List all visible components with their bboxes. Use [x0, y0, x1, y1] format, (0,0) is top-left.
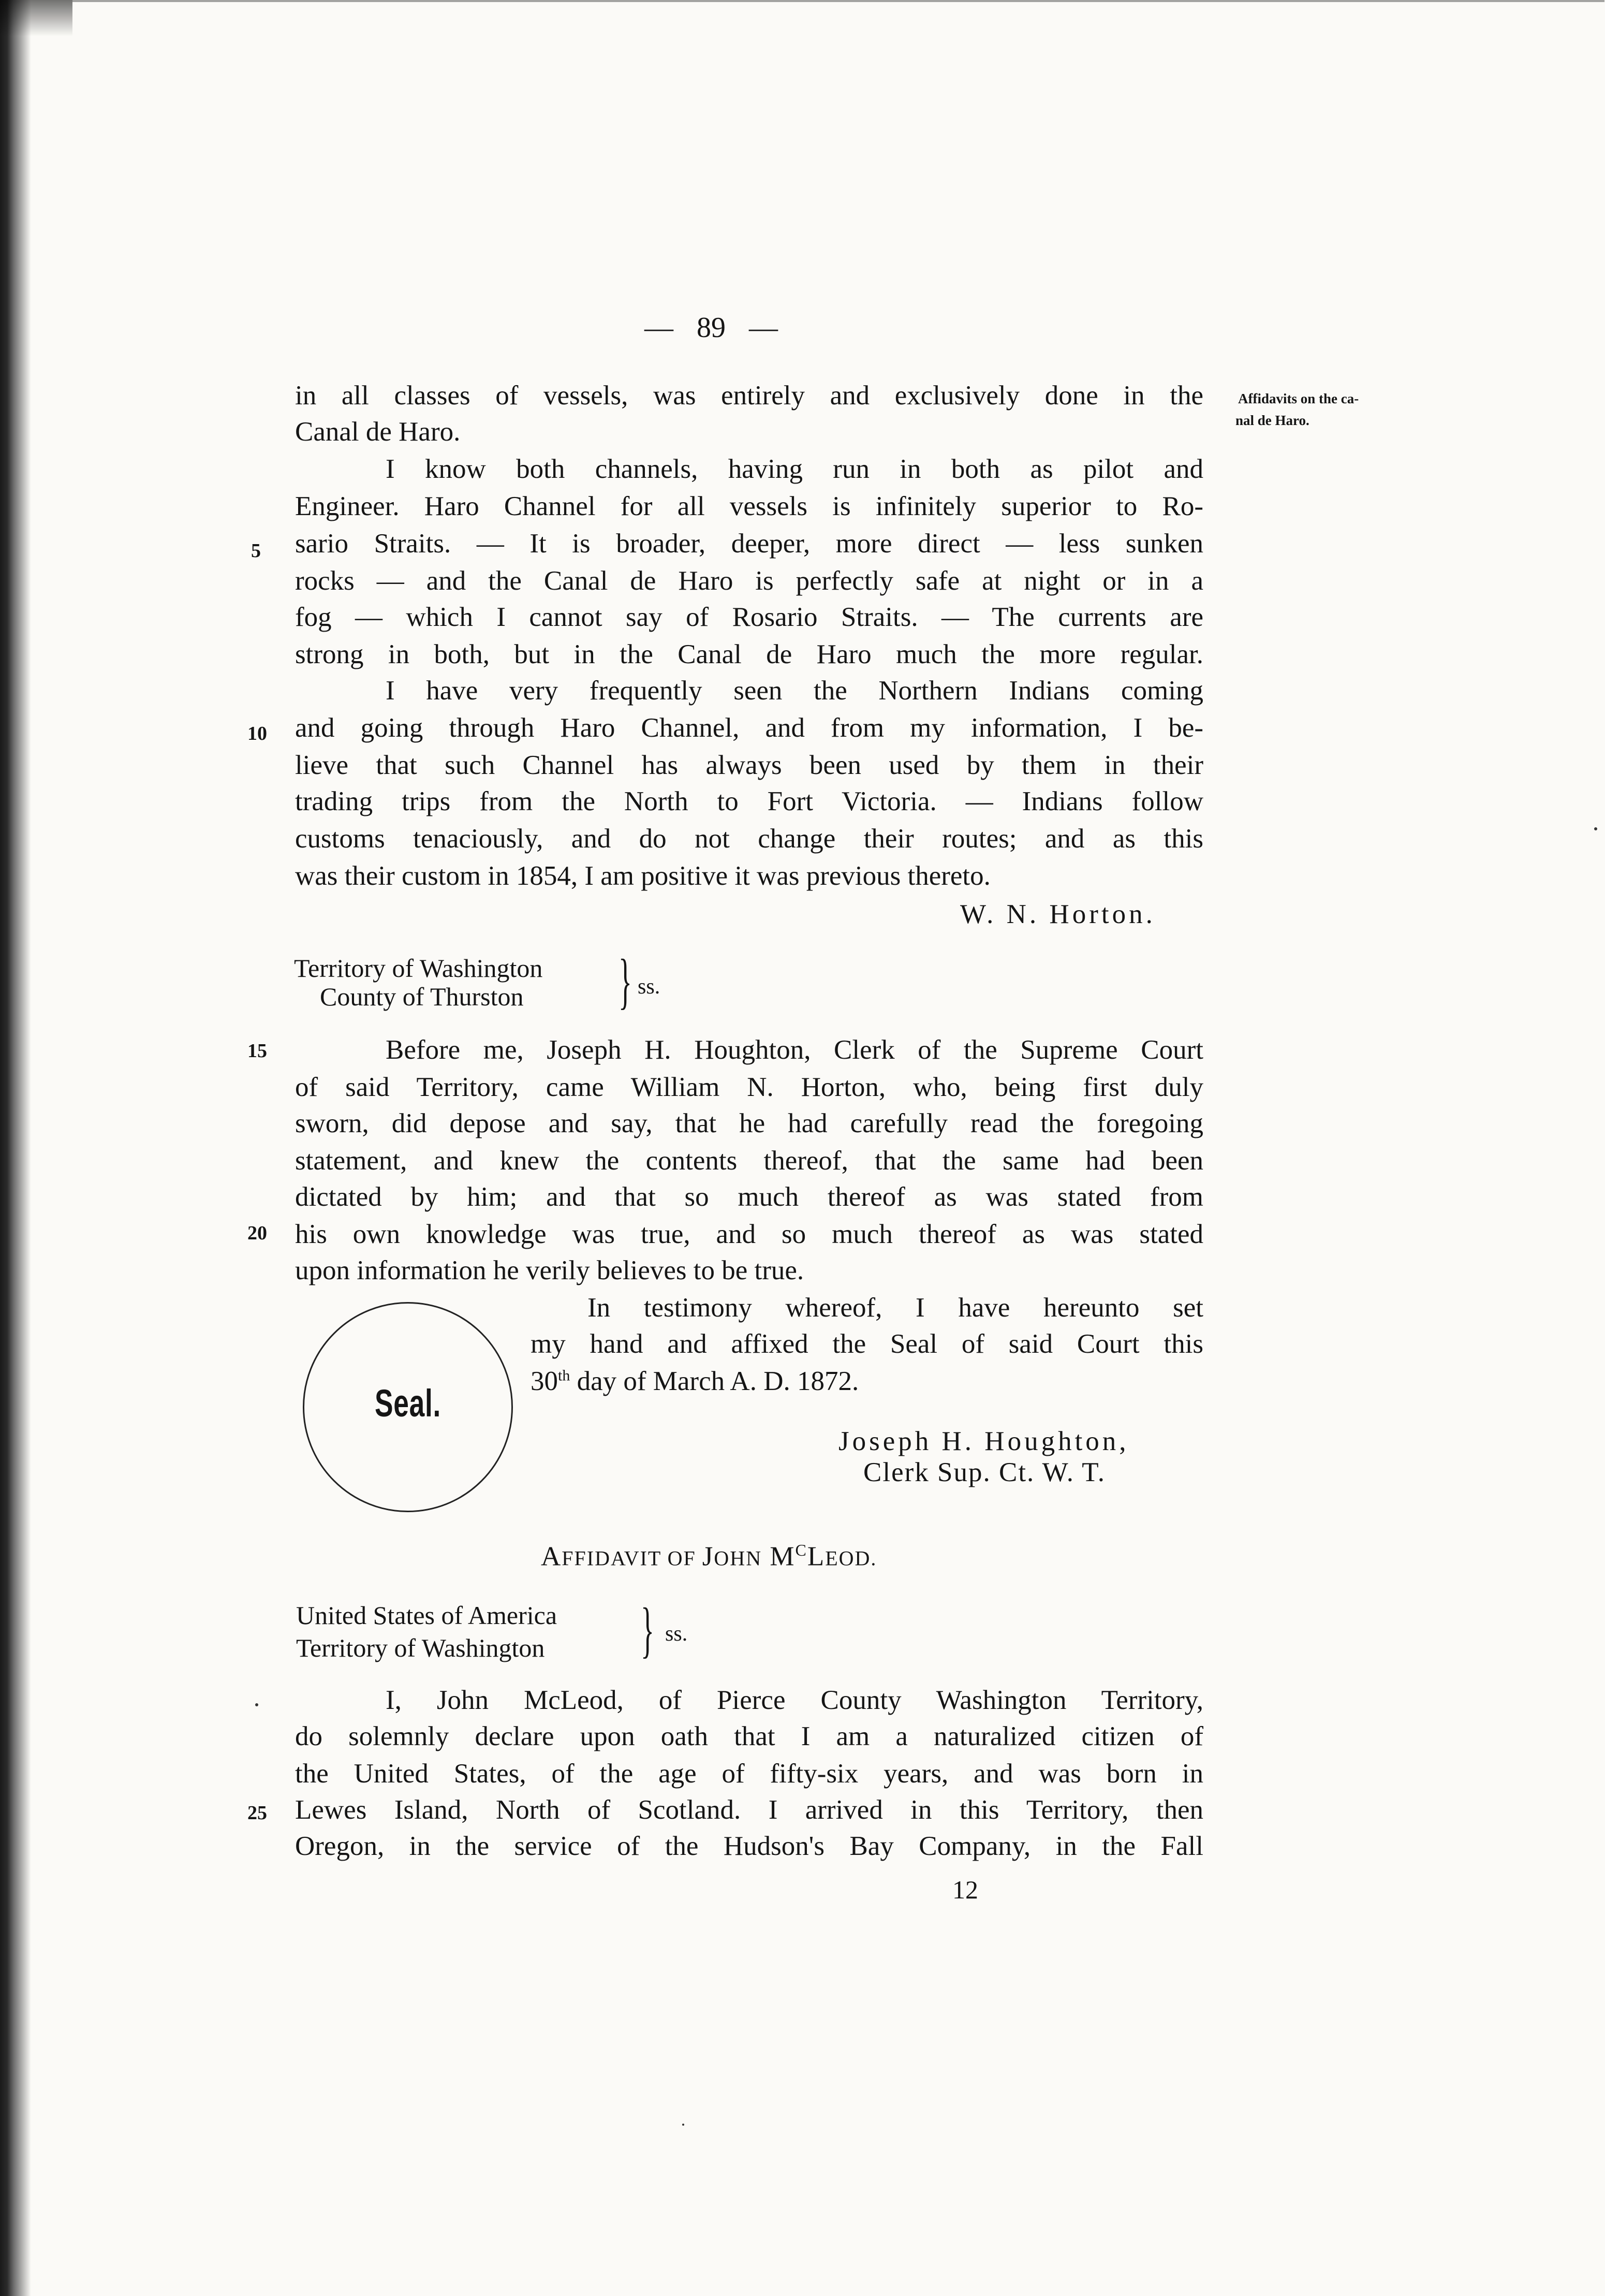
- scan-speck: [1594, 827, 1597, 830]
- venue2-ss: ss.: [665, 1622, 688, 1646]
- p3-line-2: and going through Haro Channel, and from my information, I be-: [295, 713, 1203, 743]
- court-seal: [303, 1302, 513, 1512]
- testimony-line-1: In testimony whereof, I have hereunto set: [587, 1293, 1203, 1323]
- affidavit-heading: AFFIDAVIT OF JOHN $M^CLEOD$.: [541, 1541, 877, 1572]
- page-number-dash-right: —: [749, 312, 778, 344]
- testimony-day: 30: [531, 1366, 558, 1396]
- corner-scan-shadow: [0, 0, 72, 36]
- p2-line-5: fog — which I cannot say of Rosario Straits. — The currents are: [295, 602, 1203, 632]
- seal-label: Seal.: [374, 1382, 441, 1425]
- p4-line-1: I, John McLeod, of Pierce County Washington Territory,: [386, 1685, 1203, 1715]
- p4-line-3: the United States, of the age of fifty-six years, and was born in: [295, 1759, 1203, 1789]
- jurat-line-6: his own knowledge was true, and so much thereof as was stated: [295, 1219, 1203, 1249]
- binding-edge-shadow: [0, 0, 31, 2296]
- venue1-line-1: Territory of Washington: [294, 954, 543, 983]
- p2-line-1: I know both channels, having run in both as pilot and: [386, 454, 1203, 484]
- p4-line-5: Oregon, in the service of the Hudson's Bay Company, in the Fall: [295, 1831, 1203, 1861]
- page-number-dash-left: —: [644, 312, 673, 344]
- signature-houghton-title: Clerk Sup. Ct. W. T.: [863, 1457, 1106, 1487]
- jurat-line-7: upon information he verily believes to be true.: [295, 1255, 804, 1285]
- page-number-line: [644, 313, 778, 342]
- page-number: 89: [697, 312, 726, 344]
- p3-line-5: customs tenaciously, and do not change their routes; and as this: [295, 824, 1203, 854]
- jurat-line-3: sworn, did depose and say, that he had carefully read the foregoing: [295, 1108, 1203, 1138]
- jurat-line-4: statement, and knew the contents thereof, that the same had been: [295, 1146, 1203, 1176]
- jurat-line-1: Before me, Joseph H. Houghton, Clerk of the Supreme Court: [386, 1035, 1203, 1065]
- p4-line-2: do solemnly declare upon oath that I am a naturalized citizen of: [295, 1721, 1203, 1751]
- scan-top-edge: [72, 0, 1604, 2]
- testimony-date-rest: day of March A. D. 1872.: [570, 1366, 859, 1396]
- signature-horton: W. N. Horton.: [960, 899, 1156, 929]
- venue2-brace: }: [641, 1595, 654, 1664]
- p2-line-6: strong in both, but in the Canal de Haro much the more regular.: [295, 639, 1203, 669]
- scan-speck: [255, 1703, 258, 1706]
- p3-line-1: I have very frequently seen the Northern Indians coming: [386, 676, 1203, 706]
- jurat-line-5: dictated by him; and that so much thereof as was stated from: [295, 1182, 1203, 1212]
- signature-houghton-name: Joseph H. Houghton,: [838, 1426, 1129, 1456]
- p4-line-4: Lewes Island, North of Scotland. I arrived in this Territory, then: [295, 1795, 1203, 1825]
- venue1-brace: }: [619, 946, 632, 1015]
- p1-line-1: in all classes of vessels, was entirely and exclusively done in the: [295, 381, 1203, 411]
- venue1-ss: ss.: [638, 975, 660, 999]
- testimony-line-3: [531, 1368, 859, 1395]
- p2-line-4: rocks — and the Canal de Haro is perfectly safe at night or in a: [295, 566, 1203, 596]
- p2-line-2: Engineer. Haro Channel for all vessels is infinitely superior to Ro-: [295, 491, 1203, 521]
- margin-note: [1235, 388, 1359, 432]
- testimony-day-suffix: th: [558, 1367, 570, 1384]
- line-number-20: 20: [247, 1222, 267, 1244]
- scan-speck: [682, 2124, 684, 2126]
- testimony-line-2: my hand and affixed the Seal of said Court this: [531, 1329, 1203, 1359]
- p3-line-4: trading trips from the North to Fort Victoria. — Indians follow: [295, 786, 1203, 816]
- p2-line-3: sario Straits. — It is broader, deeper, more direct — less sunken: [295, 529, 1203, 559]
- venue2-line-2: Territory of Washington: [296, 1633, 545, 1662]
- margin-note-line-2: nal de Haro.: [1235, 412, 1309, 428]
- line-number-25: 25: [247, 1802, 267, 1824]
- line-number-5: 5: [251, 540, 261, 562]
- p3-line-6: was their custom in 1854, I am positive it was previous thereto.: [295, 861, 991, 891]
- signature-mark: 12: [952, 1875, 978, 1904]
- venue1-line-2: County of Thurston: [320, 982, 524, 1011]
- line-number-15: 15: [247, 1040, 267, 1062]
- p1-line-2: Canal de Haro.: [295, 417, 461, 447]
- margin-note-line-1: Affidavits on the ca-: [1238, 391, 1359, 406]
- p3-line-3: lieve that such Channel has always been used by them in their: [295, 750, 1203, 780]
- line-number-10: 10: [247, 723, 267, 744]
- jurat-line-2: of said Territory, came William N. Horton, who, being first duly: [295, 1072, 1203, 1102]
- venue2-line-1: United States of America: [296, 1601, 557, 1630]
